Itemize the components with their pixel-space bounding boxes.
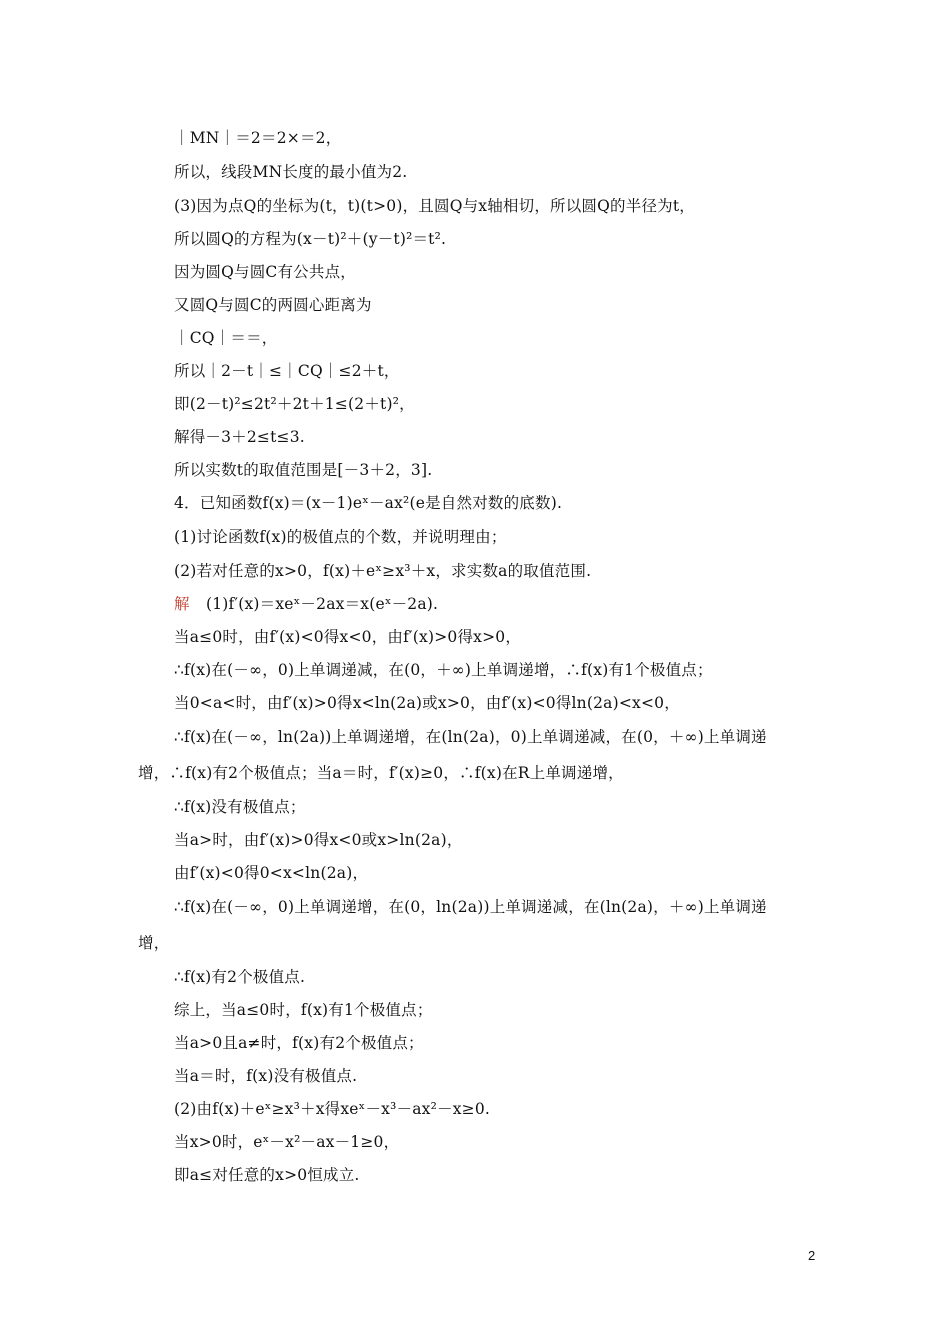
problem-statement: 4．已知函数f(x)＝(x－1)eˣ－ax²(e是自然对数的底数). [174,494,563,512]
text-line: 所以圆Q的方程为(x－t)²＋(y－t)²＝t². [174,230,447,248]
text-line: 增， [138,934,170,952]
text-line: ∴f(x)在(－∞，0)上单调递减，在(0，＋∞)上单调递增，∴f(x)有1个极值点； [174,661,713,679]
text-line: 所以，线段MN长度的最小值为2. [174,163,408,181]
text-line: 综上，当a≤0时，f(x)有1个极值点； [174,1001,433,1019]
text-line: 又圆Q与圆C的两圆心距离为 [174,296,372,314]
text-line: (2)若对任意的x>0，f(x)＋eˣ≥x³＋x，求实数a的取值范围. [174,562,592,580]
text-line: 所以实数t的取值范围是[－3＋2，3]. [174,461,433,479]
text-line: 所以｜2－t｜≤｜CQ｜≤2＋t， [174,362,400,380]
text-line: ∴f(x)有2个极值点. [174,968,306,986]
text-line: (1)f′(x)＝xeˣ－2ax＝x(eˣ－2a). [206,595,439,613]
text-line: (3)因为点Q的坐标为(t，t)(t>0)，且圆Q与x轴相切，所以圆Q的半径为t， [174,197,695,215]
text-line: ∴f(x)在(－∞，ln(2a))上单调递增，在(ln(2a)，0)上单调递减，在(0，＋∞)上单调递 [174,728,767,746]
text-line: ｜CQ｜＝＝， [174,329,278,347]
text-line: (2)由f(x)＋eˣ≥x³＋x得xeˣ－x³－ax²－x≥0. [174,1100,491,1118]
text-line: ∴f(x)没有极值点； [174,798,306,816]
page-number: 2 [808,1248,816,1263]
text-line: 当a≤0时，由f′(x)<0得x<0，由f′(x)>0得x>0， [174,628,522,646]
text-line: 即(2－t)²≤2t²＋2t＋1≤(2＋t)²， [174,395,415,413]
text-line: ∴f(x)在(－∞，0)上单调递增，在(0，ln(2a))上单调递减，在(ln(2a)，＋∞)上单调递 [174,898,767,916]
text-line: 当x>0时，eˣ－x²－ax－1≥0， [174,1133,400,1151]
text-line: 由f′(x)<0得0<x<ln(2a)， [174,864,369,882]
text-line: 当a＝时，f(x)没有极值点. [174,1067,358,1085]
text-line: 即a≤对任意的x>0恒成立. [174,1166,360,1184]
text-line: 增，∴f(x)有2个极值点；当a＝时，f′(x)≥0，∴f(x)在R上单调递增， [138,764,624,782]
text-line: 解得－3＋2≤t≤3. [174,428,305,446]
text-line: (1)讨论函数f(x)的极值点的个数，并说明理由； [174,528,507,546]
text-line: ｜MN｜＝2＝2×＝2， [174,129,342,147]
text-line: 因为圆Q与圆C有公共点， [174,263,356,281]
text-line: 当a>时，由f′(x)>0得x<0或x>ln(2a)， [174,831,463,849]
solution-marker: 解 [174,595,190,613]
text-line: 当0<a<时，由f′(x)>0得x<ln(2a)或x>0，由f′(x)<0得ln(2a)<x<0， [174,694,680,712]
text-line: 当a>0且a≠时，f(x)有2个极值点； [174,1034,424,1052]
